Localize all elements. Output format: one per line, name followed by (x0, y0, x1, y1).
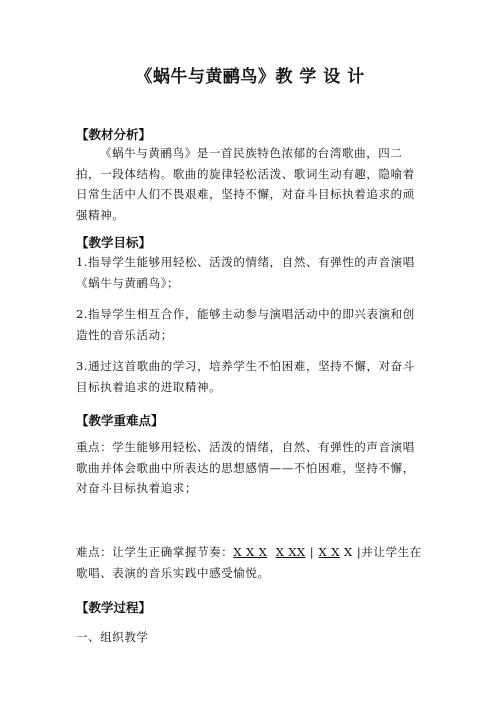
key-point-paragraph: 重点：学生能够用轻松、活泼的情绪，自然、有弹性的声音演唱歌曲并体会歌曲中所表达的思想感情——不怕困难，坚持不懈，对奋斗目标执着追求； (76, 440, 415, 495)
material-analysis-text: 《蜗牛与黄鹂鸟》是一首民族特色浓郁的台湾歌曲，四二拍，一段体结构。歌曲的旋律轻松活泼、歌词生动有趣，隐喻着日常生活中人们不畏艰难，坚持不懈，对奋斗目标执着追求的顽强精神。 (76, 146, 415, 222)
document-title: 《蜗牛与黄鹂鸟》教 学 设 计 (135, 67, 365, 87)
bar-line-1: | (309, 545, 315, 559)
heading-key-difficult-points: 【教学重难点】 (76, 413, 164, 428)
goal-item-3: 3.通过这首歌曲的学习，培养学生不怕困难，坚持不懈，对奋斗目标执着追求的进取精神。 (76, 359, 415, 394)
rhythm-notation-3: X X (318, 545, 340, 559)
heading-teaching-process: 【教学过程】 (76, 600, 152, 615)
rhythm-notation-1: X X X (233, 545, 268, 559)
goal-item-2: 2.指导学生相互合作，能够主动参与演唱活动中的即兴表演和创造性的音乐活动； (76, 307, 415, 342)
difficulty-prefix: 难点：让学生正确掌握节奏： (76, 545, 234, 559)
difficulty-suffix: 并让学生在歌唱、表演的音乐实践中感受愉悦。 (76, 545, 422, 580)
heading-material-analysis: 【教材分析】 (76, 127, 152, 142)
bar-line-2: | (356, 545, 362, 559)
heading-teaching-goals: 【教学目标】 (76, 235, 152, 250)
process-step-1: 一、组织教学 (76, 630, 149, 644)
rhythm-notation-4: X (344, 545, 353, 559)
goal-item-1: 1.指导学生能够用轻松、活泼的情绪，自然、有弹性的声音演唱《蜗牛与黄鹂鸟》； (76, 255, 415, 290)
rhythm-notation-2: X XX (275, 545, 306, 559)
material-analysis-paragraph (76, 143, 426, 225)
difficulty-paragraph (76, 542, 426, 583)
